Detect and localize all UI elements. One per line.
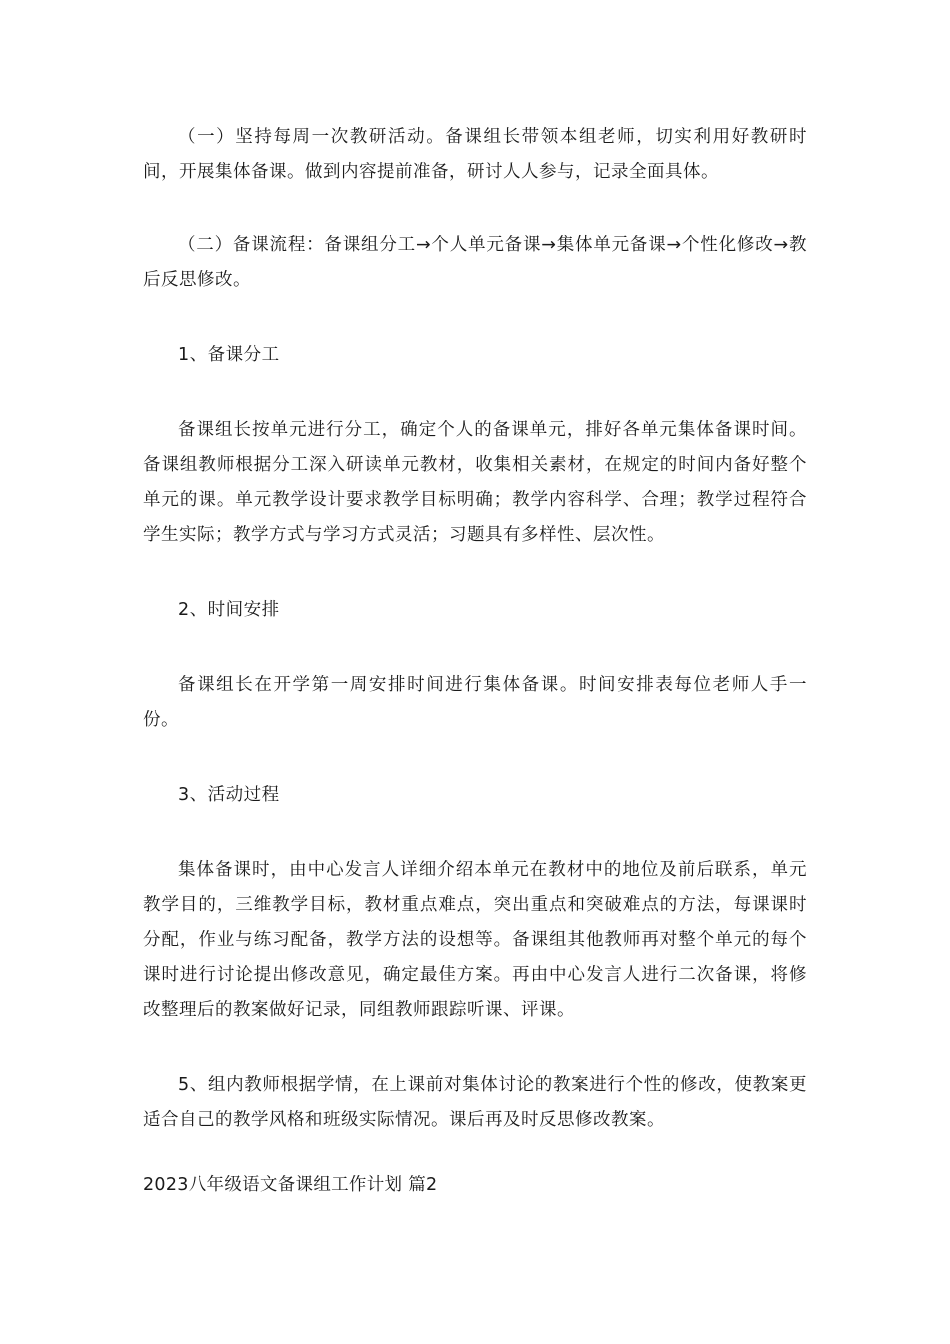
heading-schedule: 2、时间安排 <box>178 600 280 620</box>
paragraph-lesson-flow: （二）备课流程：备课组分工→个人单元备课→集体单元备课→个性化修改→教后反思修改。 <box>143 235 807 290</box>
heading-division-of-labor: 1、备课分工 <box>178 345 280 365</box>
paragraph-schedule-details: 备课组长在开学第一周安排时间进行集体备课。时间安排表每位老师人手一份。 <box>143 675 807 730</box>
paragraph-activity-details: 集体备课时，由中心发言人详细介绍本单元在教材中的地位及前后联系，单元教学目的，三维教学目标，教材重点难点，突出重点和突破难点的方法，每课课时分配，作业与练习配备，教学方法的设想等。备课组其他教师再对整个单元的每个课时进行讨论提出修改意见，确定最佳方案。再由中心发言人进行二次备课，将修改整理后的教案做好记录，同组教师跟踪听课、评课。 <box>143 860 807 1020</box>
section-title: 2023八年级语文备课组工作计划 篇2 <box>143 1175 438 1195</box>
paragraph-division-details: 备课组长按单元进行分工，确定个人的备课单元，排好各单元集体备课时间。备课组教师根据分工深入研读单元教材，收集相关素材，在规定的时间内备好整个单元的课。单元教学设计要求教学目标明确；教学内容科学、合理；教学过程符合学生实际；教学方式与学习方式灵活；习题具有多样性、层次性。 <box>143 420 807 545</box>
paragraph-weekly-activity: （一）坚持每周一次教研活动。备课组长带领本组老师，切实利用好教研时间，开展集体备课。做到内容提前准备，研讨人人参与，记录全面具体。 <box>143 127 807 182</box>
document-body <box>143 120 807 1203</box>
heading-activity-process: 3、活动过程 <box>178 785 280 805</box>
paragraph-individual-revision: 5、组内教师根据学情，在上课前对集体讨论的教案进行个性的修改，使教案更适合自己的教学风格和班级实际情况。课后再及时反思修改教案。 <box>143 1075 807 1130</box>
